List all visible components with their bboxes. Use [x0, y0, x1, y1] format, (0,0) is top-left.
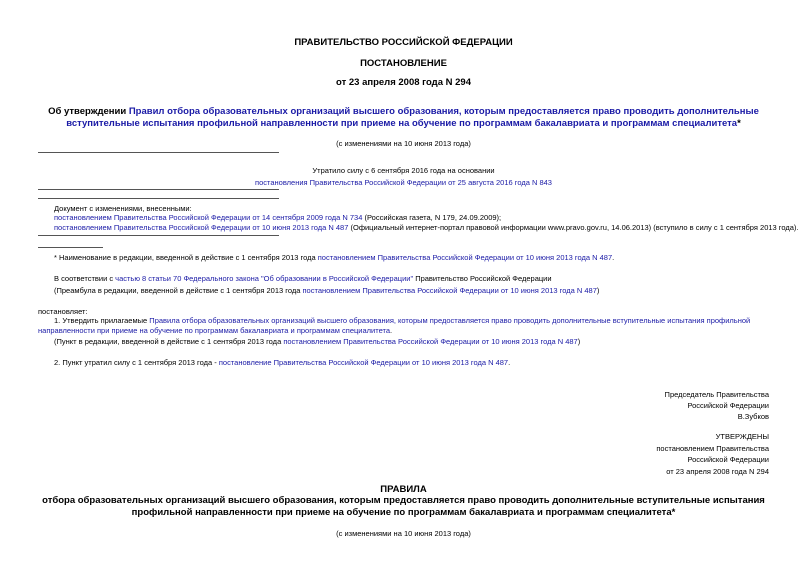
preamble: В соответствии с частью 8 статьи 70 Федерального закона "Об образовании в Российской Федерации" Правительство Российской Федерации [54, 274, 552, 283]
item-2-link[interactable]: постановление Правительства Российской Федерации от 10 июня 2013 года N 487 [218, 358, 509, 367]
title-asterisk: * [737, 118, 741, 129]
approved-country: Российской Федерации [687, 455, 769, 464]
government-heading: ПРАВИТЕЛЬСТВО РОССИЙСКОЙ ФЕДЕРАЦИИ [294, 37, 513, 48]
rules-changes-note: (с изменениями на 10 июня 2013 года) [336, 529, 471, 538]
amendments-intro: Документ с изменениями, внесенными: [54, 204, 192, 213]
title-link-continued[interactable]: вступительные испытания профильной направленности при приеме на обучение по программам бакалавриата и программам специалитета [66, 118, 738, 129]
rules-link[interactable]: Правила отбора образовательных организаций высшего образования, которым предоставляется право проводить дополнительные вступительные испытания профильной [149, 316, 751, 325]
item-1-line-1: 1. Утвердить прилагаемые Правила отбора образовательных организаций высшего образования, которым предоставляется право проводить дополнительные вступительные испытания профильной [54, 316, 751, 325]
divider [38, 235, 279, 236]
amendment-item-1: постановлением Правительства Российской Федерации от 14 сентября 2009 года N 734 (Российская газета, N 179, 24.09.2009); [54, 213, 502, 222]
invalidation-link[interactable]: постановления Правительства Российской Федерации от 25 августа 2016 года N 843 [255, 178, 552, 187]
item-1-line-2: направленности при приеме на обучение по программам бакалавриата и программам специалитета. [38, 326, 393, 335]
signature-title: Председатель Правительства [664, 390, 769, 399]
rules-subtitle-line-1: отбора образовательных организаций высшего образования, которым предоставляется право проводить дополнительные вступительные испытания [42, 495, 765, 506]
resolves-text: постановляет: [38, 307, 88, 316]
document-title-line-2 [0, 118, 807, 129]
signature-block [665, 389, 769, 422]
approved-by: постановлением Правительства [656, 443, 769, 453]
invalidation-link-line [0, 178, 807, 187]
item-1-note: (Пункт в редакции, введенной в действие с 1 сентября 2013 года постановлением Правительства Российской Федерации от 10 июня 2013 года N 487) [54, 337, 581, 346]
rules-subtitle-line-2: профильной направленности при приеме на обучение по программам бакалавриата и программам специалитета* [131, 507, 676, 518]
amendment-item-2: постановлением Правительства Российской Федерации от 10 июня 2013 года N 487 (Официальный интернет-портал правовой информации www.pravo.gov.ru, 14.06.2013) (вступило в силу с 1 сентября 2013 года). [54, 223, 799, 232]
law-link[interactable]: частью 8 статьи 70 Федерального закона "Об образовании в Российской Федерации" [115, 274, 414, 283]
preamble-note: (Преамбула в редакции, введенной в действие с 1 сентября 2013 года постановлением Правительства Российской Федерации от 10 июня 2013 года N 487) [54, 286, 600, 295]
date-number: от 23 апреля 2008 года N 294 [336, 77, 471, 88]
approved-heading: УТВЕРЖДЕНЫ [715, 432, 769, 441]
item-1-note-link[interactable]: постановлением Правительства Российской Федерации от 10 июня 2013 года N 487 [283, 337, 578, 346]
amendment-link-2[interactable]: постановлением Правительства Российской Федерации от 10 июня 2013 года N 487 [54, 223, 349, 232]
amendment-link-1[interactable]: постановлением Правительства Российской Федерации от 14 сентября 2009 года N 734 [54, 213, 363, 222]
signature-name: В.Зубков [737, 412, 769, 421]
changes-note: (с изменениями на 10 июня 2013 года) [336, 139, 471, 148]
title-link[interactable]: Правил отбора образовательных организаций высшего образования, которым предоставляется право проводить дополнительные [128, 106, 759, 117]
divider [38, 152, 279, 153]
doc-type-heading: ПОСТАНОВЛЕНИЕ [360, 58, 447, 69]
footnote-divider [38, 247, 103, 248]
signature-country: Российской Федерации [687, 401, 769, 410]
approved-date: от 23 апреля 2008 года N 294 [666, 466, 769, 476]
divider [38, 198, 279, 199]
document-title-line-1 [0, 106, 807, 117]
divider [38, 189, 279, 190]
rules-link-continued[interactable]: направленности при приеме на обучение по программам бакалавриата и программам специалитета [38, 326, 391, 335]
rules-heading: ПРАВИЛА [380, 484, 427, 495]
invalidation-text: Утратило силу с 6 сентября 2016 года на основании [312, 166, 495, 175]
preamble-note-link[interactable]: постановлением Правительства Российской Федерации от 10 июня 2013 года N 487 [302, 286, 597, 295]
item-2: 2. Пункт утратил силу с 1 сентября 2013 года - постановление Правительства Российской Федерации от 10 июня 2013 года N 487. [54, 358, 511, 367]
title-prefix: Об утверждении [48, 106, 129, 117]
footnote: * Наименование в редакции, введенной в действие с 1 сентября 2013 года постановлением Правительства Российской Федерации от 10 июня 2013 года N 487. [54, 253, 615, 262]
approved-block [656, 431, 769, 477]
footnote-link[interactable]: постановлением Правительства Российской Федерации от 10 июня 2013 года N 487 [317, 253, 613, 262]
